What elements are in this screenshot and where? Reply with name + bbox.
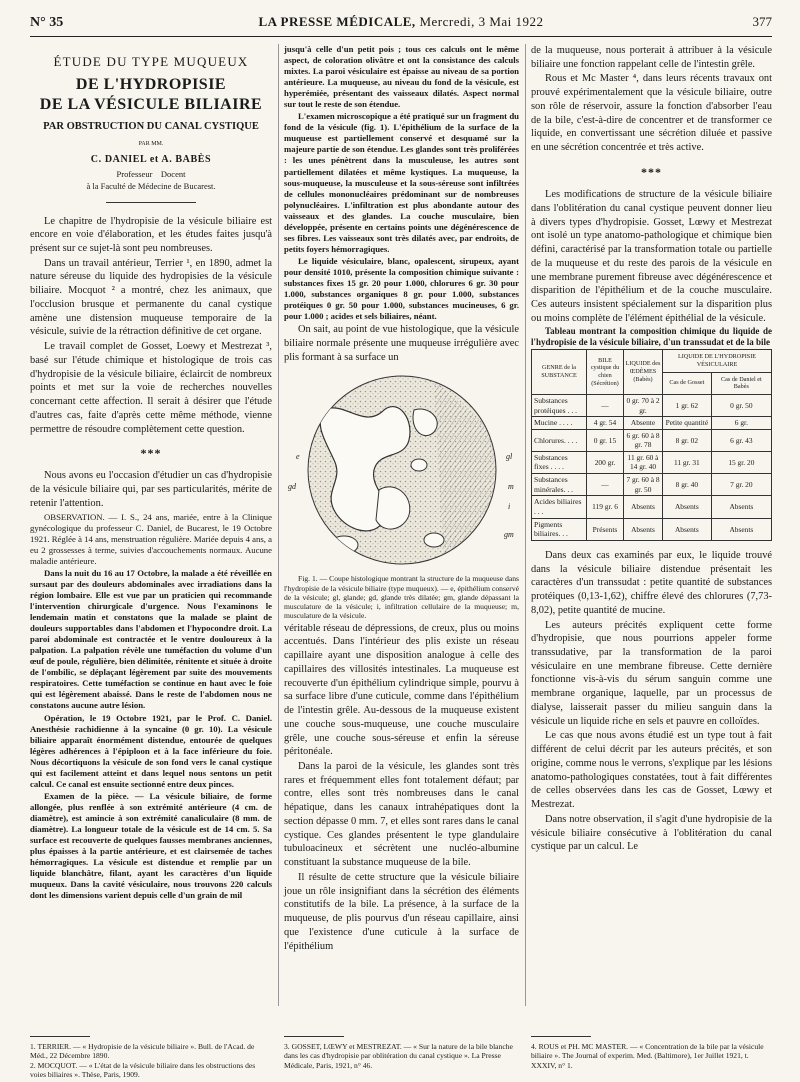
article-par: PAR MM. <box>138 140 164 147</box>
table-cell: 8 gr. 40 <box>663 474 712 496</box>
table-row <box>532 496 772 518</box>
table-cell: 8 gr. 02 <box>663 429 712 451</box>
table-header: LIQUIDE des ŒDÈMES (Babès) <box>624 350 663 395</box>
article-title-line3: DE LA VÉSICULE BILIAIRE <box>39 95 263 113</box>
table-row <box>532 474 772 496</box>
table-cell: Substances fixes . . . . <box>532 451 587 473</box>
table-cell: Substances minérales. . . <box>532 474 587 496</box>
journal-name: LA PRESSE MÉDICALE, <box>258 14 416 29</box>
issue-number: N° 35 <box>30 15 64 30</box>
article-title-line2: DE L'HYDROPISIE <box>75 75 227 93</box>
table-cell: Présents <box>587 518 624 540</box>
page-header <box>30 14 772 37</box>
table-cell: Absents <box>624 518 663 540</box>
paragraph: On sait, au point de vue histologique, que la vésicule biliaire normale présente une muqueuse irrégulière avec plis formant à sa surface un <box>284 324 519 363</box>
article-title-line1: ÉTUDE DU TYPE MUQUEUX <box>53 54 249 69</box>
column-2 <box>284 44 519 954</box>
column-divider <box>525 44 526 1006</box>
table-cell: Absents <box>711 496 771 518</box>
footnote-rule <box>284 1036 344 1037</box>
paragraph: Dans deux cas examinés par eux, le liquide trouvé dans la vésicule biliaire distendue présentait les caractères d'un transsudat : petite quantité de substances protéiques (0,13-1,62), chiffre élevé des chlorures (7,73-8,02), petite quantité de mucine. <box>531 549 772 616</box>
issue-date: Mercredi, 3 Mai 1922 <box>419 14 544 29</box>
footnote: 3. GOSSET, LŒWY et MESTREZAT. — « Sur la nature de la bile blanche dans les cas d'hydropisie par oblitération du canal cystique ». La Presse Médicale, Paris, 1921, n° 46. <box>284 1042 513 1070</box>
table-caption: Tableau montrant la composition chimique du liquide de l'hydropisie de la vésicule biliaire, d'un transsudat et de la bile <box>531 326 772 348</box>
table-row <box>532 429 772 451</box>
article-affiliation: à la Faculté de Médecine de Bucarest. <box>86 181 216 192</box>
table-cell: 4 gr. 54 <box>587 417 624 430</box>
table-cell: Absents <box>663 496 712 518</box>
table-cell: 0 gr. 50 <box>711 395 771 417</box>
table-cell: 119 gr. 6 <box>587 496 624 518</box>
table-cell: Mucine . . . . <box>532 417 587 430</box>
paragraph: Dans un travail antérieur, Terrier ¹, en 1890, admet la nature séreuse du liquide des hydropisies de la vésicule biliaire. Mocquot ² a montré, chez les animaux, que l'occlusion brusque et permanente du canal cystique amène une distension muqueuse temporaire de la vésicule, suivie de la rétraction définitive de cet organe. <box>30 257 272 338</box>
table-cell: 7 gr. 20 <box>711 474 771 496</box>
table-cell: 6 gr. 60 à 8 gr. 78 <box>624 429 663 451</box>
table-cell: 7 gr. 60 à 8 gr. 50 <box>624 474 663 496</box>
column-divider <box>278 44 279 1006</box>
table-cell: Absents <box>711 518 771 540</box>
paragraph: Dans la nuit du 16 au 17 Octobre, la malade a été réveillée en sursaut par des douleurs abdominales avec irradiations dans la région lombaire. Elle est vue par un praticien qui recommande l'intervention chirurgicale d'urgence. Nous l'examinons le lendemain matin et constatons que la malade se plaint de douleurs supportables dans l'abdomen et l'hypocondre droit. La paroi abdominale est contractée et le ventre douloureux à la palpation. La palpation révèle une tuméfaction du volume d'un œuf de poule, régulière, bien délimitée, rénitente et située à droite de l'ombilic, se déplaçant légèrement par suite des mouvements respiratoires. Cette tuméfaction se continue en haut avec le foie qui est légèrement abaissé. Dans le reste de l'abdomen nous ne constatons aucune autre lésion. <box>30 567 272 711</box>
figure-caption: Fig. 1. — Coupe histologique montrant la structure de la muqueuse dans l'hydropisie de la vésicule biliaire (type muqueux). — e, épithélium conservé de la vésicule; gl, glande; gd, glande très dilatée; gm, glande dépassant la musculature de la vésicule; i, infiltration cellulaire de la muqueuse; m, musculature de la vésicule. <box>284 574 519 621</box>
paragraph: Rous et Mc Master ⁴, dans leurs récents travaux ont prouvé expérimentalement que la vésicule biliaire, outre son rôle de réservoir, assure la fonction d'absorber l'eau de la bile, c'est-à-dire de concentrer et de transformer ce liquide, en convertissant une sécrétion diluée et passive en une sécrétion concentrée et très active. <box>531 73 772 154</box>
article-roles: Professeur Docent <box>116 169 186 180</box>
table-cell: Absents <box>663 518 712 540</box>
table-cell: Pigments biliaires. . . <box>532 518 587 540</box>
table-cell: Chlorures. . . . <box>532 429 587 451</box>
paragraph: Les modifications de structure de la vésicule biliaire dans l'oblitération du canal cystique peuvent donner lieu à divers types d'hydropisie. Gosset, Lœwy et Mestrezat ont isolé un type anatomo-pathologique et chimique bien défini, caractérisé par la transformation totale ou partielle de la muqueuse et du reste des parois de la vésicule en une membrane purement fibreuse avec dégénérescence et disparition de l'épithélium et de la couche musculaire. Ces auteurs insistent spécialement sur la disparition plus ou moins complète de l'élément épithélial de la vésicule. <box>531 189 772 324</box>
paragraph: Opération, le 19 Octobre 1921, par le Prof. C. Daniel. Anesthésie rachidienne à la syncaïne (0 gr. 10). La vésicule biliaire apparaît énormément distendue, entourée de quelques légères adhérences à l'épiploon et à la face inférieure du foie. Nous décortiquons la vésicule de son fond vers le canal cystique qui est facilement atteint et dans lequel nous sentons un petit calcul. Ce canal est ensuite sectionné entre deux pinces. <box>30 712 272 789</box>
paragraph: Dans notre observation, il s'agit d'une hydropisie de la vésicule biliaire consécutive à l'oblitération du canal cystique par un calcul. Le <box>531 813 772 853</box>
table-cell: 0 gr. 70 à 2 gr. <box>624 395 663 417</box>
table-cell: 11 gr. 31 <box>663 451 712 473</box>
table-cell: Substances protéiques . . . <box>532 395 587 417</box>
paragraph: Il résulte de cette structure que la vésicule biliaire joue un rôle insignifiant dans la sécrétion des éléments constitutifs de la bile. La présence, à la surface de la muqueuse, de plis pourvus d'un réseau capillaire, ainsi que l'existence d'une cuticule à la surface de l'épithélium <box>284 871 519 952</box>
table-cell: 200 gr. <box>587 451 624 473</box>
paragraph: Les auteurs précités expliquent cette forme d'hydropisie, que nous pourrions appeler forme transsudative, par la transformation de la paroi vésiculaire en une membrane fibreuse. Cette dernière fonctionne vis-à-vis du sérum sanguin comme une membrane organique, laquelle, par un processus de dialyse, laisserait passer du milieu sanguin dans la vésicule un liquide riche en sels et pauvre en colloïdes. <box>531 619 772 727</box>
column-1 <box>30 44 272 902</box>
paragraph: Examen de la pièce. — La vésicule biliaire, de forme allongée, plus renflée à son extrémité antérieure (4 cm. de diamètre), est amincie à son extrémité canaliculaire (8 mm. de diamètre). La longueur totale de la vésicule est de 14 cm. 5. Sa surface est recouverte de quelques fausses membranes anciennes, plus épaisses à la partie antérieure, et est clairsemée de taches hémorragiques. La vésicule est distendue et remplie par un liquide blanchâtre, filant, ayant les caractères d'un liquide muqueux. Dans la cavité vésiculaire, nous trouvons 220 calculs dont les dimensions varient depuis celle d'un grain de mil <box>30 790 272 901</box>
table-header: BILE cystique du chien (Sécrétion) <box>587 350 624 395</box>
footnote-rule <box>30 1036 90 1037</box>
paragraph: de la muqueuse, nous porterait à attribuer à la vésicule biliaire une fonction rappelant celle de l'intestin grêle. <box>531 45 772 70</box>
footnote-rule <box>531 1036 591 1037</box>
figure-label-e: e <box>296 452 300 462</box>
article-authors: C. DANIEL et A. BABÈS <box>90 154 212 166</box>
table-cell: Absente <box>624 417 663 430</box>
footnote: 1. TERRIER. — « Hydropisie de la vésicule biliaire ». Bull. de l'Acad. de Méd., 22 Décembre 1890. <box>30 1042 255 1061</box>
table-cell: Acides biliaires . . . <box>532 496 587 518</box>
paragraph: Le chapitre de l'hydropisie de la vésicule biliaire est encore en voie d'élaboration, et les études faites jusqu'à présent sur ce sujet-là sont peu nombreuses. <box>30 215 272 254</box>
page-number: 377 <box>752 14 772 29</box>
table-row <box>532 417 772 430</box>
figure-label-i: i <box>508 502 511 512</box>
title-rule <box>106 202 196 203</box>
table-cell: 6 gr. <box>711 417 771 430</box>
table-cell: 11 gr. 60 à 14 gr. 40 <box>624 451 663 473</box>
table-row <box>532 518 772 540</box>
table-row <box>532 395 772 417</box>
footnotes-col3 <box>531 1042 772 1070</box>
section-separator: *** <box>140 446 162 461</box>
table-cell: 6 gr. 43 <box>711 429 771 451</box>
footnotes-col1 <box>30 1042 272 1080</box>
table-cell: — <box>587 395 624 417</box>
article-title-block <box>30 54 272 192</box>
figure-label-gl: gl <box>506 452 513 462</box>
paragraph: L'examen microscopique a été pratiqué sur un fragment du fond de la vésicule (fig. 1). L'épithélium de la surface de la muqueuse est partiellement conservé et desquamé sur la majeure partie de son étendue. Les glandes sont très proliférées : les unes pénètrent dans la musculeuse, les autres sont partiellement dilatées et même kystiques. La muqueuse, la sous-muqueuse, la musculeuse et la sous-séreuse sont infiltrées de cellules mononucléaires prédominant sur de nombreuses polynucléaires. L'infiltration est plus abondante autour des vaisseaux et des glandes. La couche musculaire, bien développée, présente en certains points une dégénérescence de ses fibres. Les vaisseaux sont très dilatés avec, par endroits, de petits foyers hémorragiques. <box>284 111 519 254</box>
paragraph: Nous avons eu l'occasion d'étudier un cas d'hydropisie de la vésicule biliaire qui, par ses particularités, mérite de retenir l'attention. <box>30 470 272 509</box>
paragraph: véritable réseau de dépressions, de creux, plus ou moins accentués. Dans l'intérieur des plis existe un réseau capillaire ayant une disposition analogue à celle des capillaires des villosités intestinales. La muqueuse est recouverte d'un épithélium cylindrique simple, pourvu à sa surface libre d'une cuticule, comme dans l'épithélium de l'intestin grêle. Au-dessous de la muqueuse existent une couche sous-muqueuse, une couche musculaire grêle, une couche sous-séreuse et enfin la séreuse péritonéale. <box>284 622 519 758</box>
table-cell: 1 gr. 62 <box>663 395 712 417</box>
paragraph: Le travail complet de Gosset, Loewy et Mestrezat ³, basé sur l'étude chimique et histologique de trois cas d'hydropisie de la vésicule biliaire, éclaircit de nombreux points et met sur la voie de recherches nouvelles concernant cette affection. Il serait à désirer que l'étude d'autres cas, faite d'après cette même méthode, vienne permettre de résoudre complètement cette question. <box>30 341 272 435</box>
footnote: 2. MOCQUOT. — « L'état de la vésicule biliaire dans les obstructions des voies biliaires ». Thèse, Paris, 1909. <box>30 1060 256 1080</box>
table-cell: 15 gr. 20 <box>711 451 771 473</box>
section-separator: *** <box>641 164 662 179</box>
journal-title <box>90 14 712 30</box>
histology-illustration <box>284 370 519 570</box>
table-cell: 0 gr. 15 <box>587 429 624 451</box>
paragraph: Le liquide vésiculaire, blanc, opalescent, sirupeux, ayant pour densité 1010, présente la composition chimique suivante : substances fixes 15 gr. 20 pour 1.000, chlorures 6 gr. 30 pour 1.000, substances organiques 8 gr. pour 1.000, substances protéiques 0 gr. 50 pour 1.000, substances mucineuses, 6 gr. pour 1.000 ; acides et sels biliaires, néant. <box>284 255 519 322</box>
histology-figure <box>284 370 519 570</box>
table-cell: Absents <box>624 496 663 518</box>
figure-label-gd: gd <box>288 482 296 492</box>
article-subtitle: PAR OBSTRUCTION DU CANAL CYSTIQUE <box>43 120 259 132</box>
composition-table <box>531 349 772 541</box>
table-header: Cas de Gosset <box>663 372 712 395</box>
table-cell: — <box>587 474 624 496</box>
table-row <box>532 451 772 473</box>
table-header: Cas de Daniel et Babès <box>711 372 771 395</box>
paragraph: Dans la paroi de la vésicule, les glandes sont très rares et fréquemment elles font totalement défaut; par contre, elles sont très nombreuses dans le canal hépatique, dans les canaux intrahépatiques dont la section dépasse 0 mm. 7, et elles sont rares dans le canal cystique. Ces glandes présentent le type glandulaire tubuloacineux et sécrètent une nucléo-albumine constituant la substance muqueuse de la bile. <box>284 760 519 869</box>
figure-label-m: m <box>508 482 514 492</box>
figure-label-gm: gm <box>504 530 514 540</box>
footnotes-col2 <box>284 1042 519 1070</box>
observation-paragraph: OBSERVATION. — I. S., 24 ans, mariée, entre à la Clinique gynécologique du professeur C. Daniel, de Bucarest, le 19 Octobre 1921. Réglée à 14 ans, menstruation régulière. Mariée depuis 4 ans, a eu 2 grossesses à terme, suivies d'accouchements normaux. Aucune maladie antérieure. <box>30 511 272 566</box>
paragraph: Le cas que nous avons étudié est un type tout à fait différent de celui décrit par les auteurs précités, et son origine, comme nous le verrons, s'explique par les lésions anatomo-pathologiques constatées, tout à fait différentes de celles observées dans les cas de Gosset, Lœwy et Mestrezat. <box>531 730 772 811</box>
table-header: LIQUIDE DE L'HYDROPISIE VÉSICULAIRE <box>663 350 772 373</box>
table-header: GENRE de la SUBSTANCE <box>532 350 587 395</box>
column-3 <box>531 44 772 855</box>
paragraph: jusqu'à celle d'un petit pois ; tous ces calculs ont le même aspect, de coloration olivâtre et ont la consistance des calculs mixtes. La paroi vésiculaire est épaisse au niveau de sa portion antérieure. La muqueuse, au niveau du fond de la vésicule, est hyperémiée, présentant des vaisseaux dilatés. Aspect normal sur tout le reste de son étendue. <box>284 44 519 110</box>
table-cell: Petite quantité <box>663 417 712 430</box>
footnote: 4. ROUS et PH. MC MASTER. — « Concentration de la bile par la vésicule biliaire ». The Journal of experim. Med. (Baltimore), 1er Juillet 1921, t. XXXIV, n° 1. <box>531 1042 764 1070</box>
